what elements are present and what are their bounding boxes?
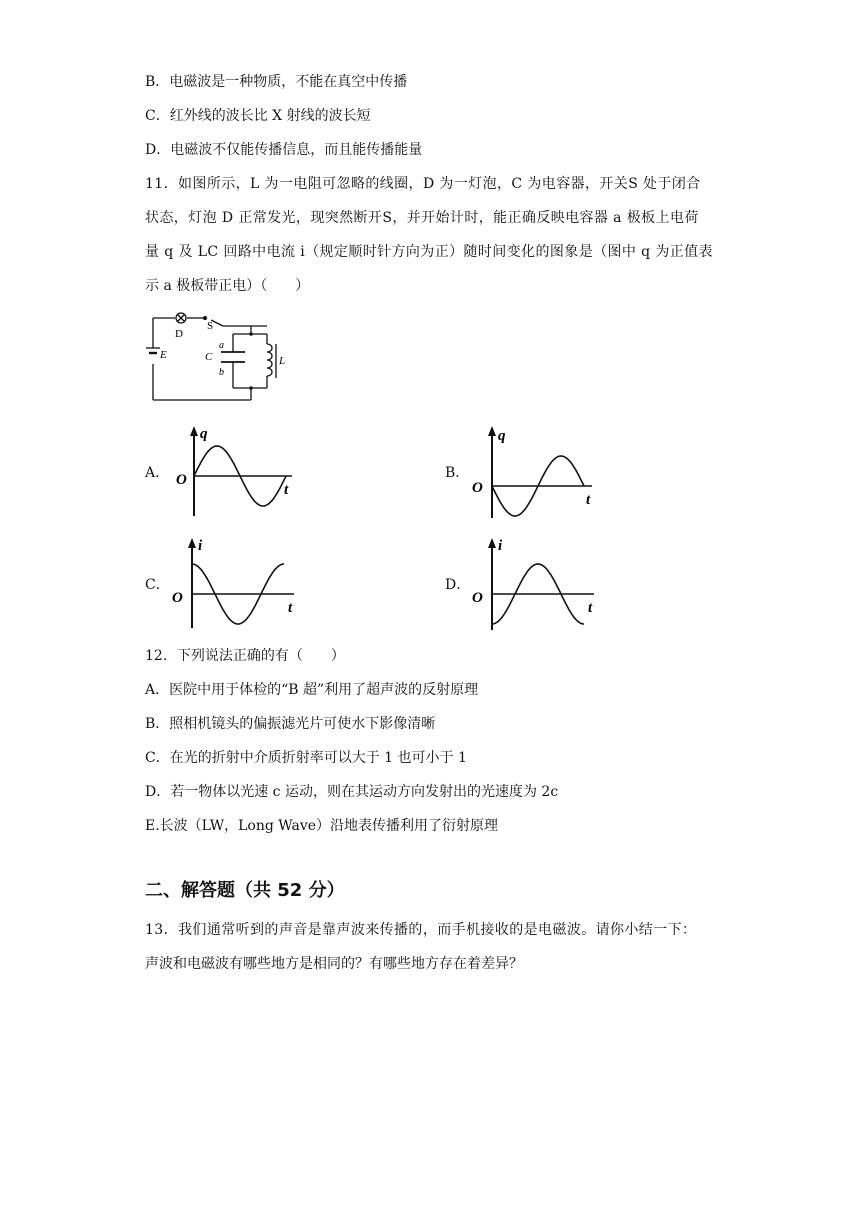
q11-option-b-label: B．: [445, 465, 470, 481]
label-inductor-l: L: [279, 355, 285, 367]
axis-label-t: t: [586, 492, 591, 508]
q12-option-a: A．医院中用于体检的“B 超”利用了超声波的反射原理: [145, 682, 479, 698]
q11-stem-line-2: 状态，灯泡 D 正常发光，现突然断开S，并开始计时，能正确反映电容器 a 极板上电荷: [145, 210, 699, 226]
lc-circuit-diagram: [145, 308, 285, 408]
axis-label-q: q: [498, 428, 506, 444]
q11-stem-line-1: 11．如图所示，L 为一电阻可忽略的线圈，D 为一灯泡，C 为电容器，开关S 处于闭合: [145, 176, 701, 192]
q12-option-c: C．在光的折射中介质折射率可以大于 1 也可小于 1: [145, 750, 467, 766]
q13-line-2: 声波和电磁波有哪些地方是相同的？有哪些地方存在着差异？: [145, 956, 523, 972]
q12-option-d: D．若一物体以光速 c 运动，则在其运动方向发射出的光速度为 2c: [145, 784, 559, 800]
q11-option-c-label: C．: [145, 577, 170, 593]
label-battery-e: E: [160, 349, 167, 361]
q11-graph-a: [172, 424, 312, 520]
origin-label: O: [472, 590, 483, 606]
label-lamp-d: D: [175, 328, 183, 340]
label-switch-s: S: [207, 320, 214, 332]
axis-label-t: t: [284, 482, 289, 498]
origin-label: O: [176, 472, 187, 488]
q11-graph-d: [470, 536, 610, 632]
q10-option-c: C．红外线的波长比 X 射线的波长短: [145, 108, 371, 124]
q10-option-b: B．电磁波是一种物质，不能在真空中传播: [145, 74, 408, 90]
axis-label-i: i: [198, 538, 203, 554]
axis-label-t: t: [588, 600, 593, 616]
origin-label: O: [172, 590, 183, 606]
q12-stem: 12．下列说法正确的有（ ）: [145, 648, 345, 664]
q10-option-d: D．电磁波不仅能传播信息，而且能传播能量: [145, 142, 423, 158]
axis-label-i: i: [498, 538, 503, 554]
q11-option-a-label: A．: [145, 465, 170, 481]
q11-graph-c: [170, 536, 310, 632]
q12-option-e: E.长波（LW，Long Wave）沿地表传播利用了衍射原理: [145, 818, 499, 834]
axis-label-q: q: [200, 426, 208, 442]
label-plate-b: b: [219, 367, 224, 378]
axis-label-t: t: [288, 600, 293, 616]
label-plate-a: a: [219, 340, 224, 351]
q11-stem-line-3: 量 q 及 LC 回路中电流 i（规定顺时针方向为正）随时间变化的图象是（图中 q 为正值表: [145, 244, 713, 260]
origin-label: O: [472, 480, 483, 496]
q12-option-b: B．照相机镜头的偏振滤光片可使水下影像清晰: [145, 716, 436, 732]
section-heading: 二、解答题（共 52 分）: [145, 880, 345, 901]
q11-option-d-label: D．: [445, 577, 471, 593]
q11-graph-b: [470, 424, 610, 520]
q11-stem-line-4: 示 a 极板带正电）（ ）: [145, 278, 310, 294]
q13-line-1: 13．我们通常听到的声音是靠声波来传播的，而手机接收的是电磁波。请你小结一下：: [145, 922, 697, 938]
label-capacitor-c: C: [205, 351, 213, 363]
